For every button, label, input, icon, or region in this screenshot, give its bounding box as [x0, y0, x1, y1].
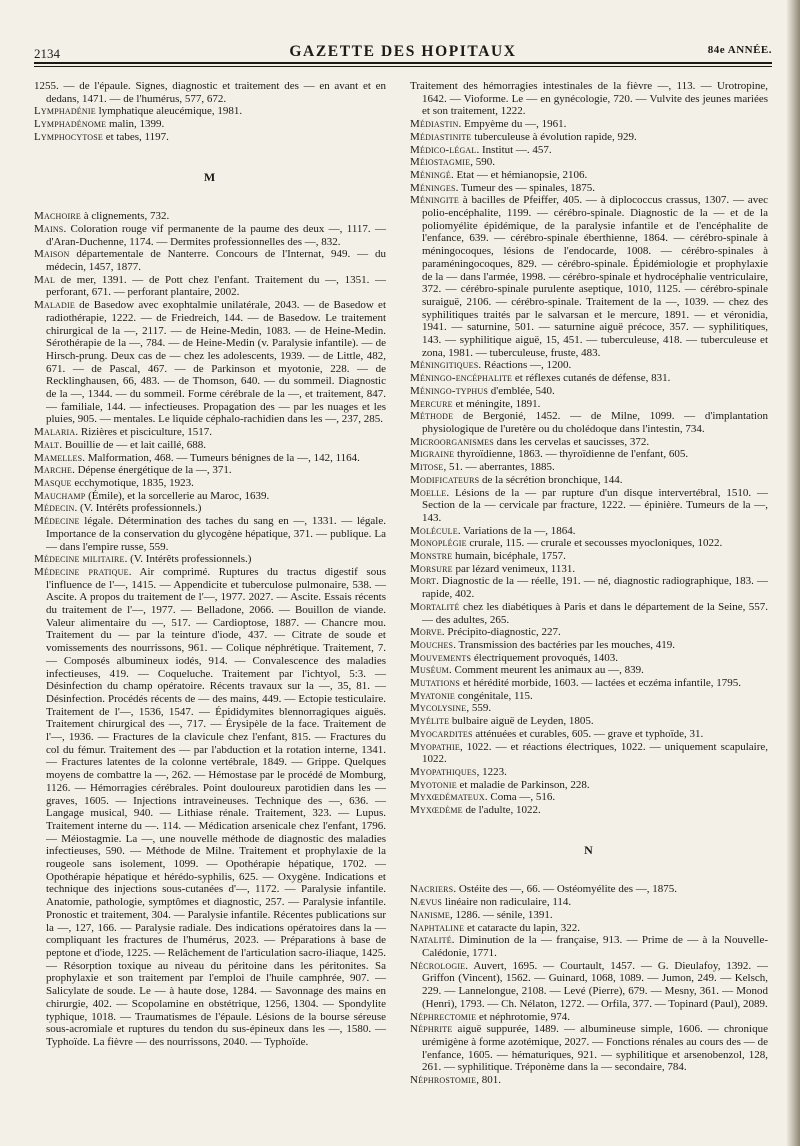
- entry-headword: Mortalité: [410, 600, 460, 613]
- entry-headword: Monoplégie: [410, 537, 467, 550]
- entry-text: . Bouillie de — et lait caillé, 688.: [59, 438, 207, 451]
- entry-text: malin, 1399.: [106, 118, 165, 131]
- entry-text: légale. Détermination des taches du sang en —, 1331. — légale. Importance de la conservation du glycogène hépatique, 371. — publique. La — dans l'empire russe, 559.: [46, 515, 386, 553]
- entry-text: atténuées et curables, 605. — grave et typhoïde, 31.: [472, 727, 704, 740]
- header-rule-thick: [34, 62, 772, 64]
- entry-text: , 559.: [466, 702, 492, 715]
- index-entry: [410, 410, 768, 435]
- entry-headword: Méiostagmie: [410, 156, 471, 169]
- entry-text: . Diagnostic de la — réelle, 191. — né, diagnostic radiographique, 183. — rapide, 402.: [422, 575, 768, 601]
- index-entry: [34, 118, 386, 131]
- index-entry: [410, 359, 768, 372]
- section-letter-heading: N: [584, 842, 594, 857]
- entry-text: chez les diabétiques à Paris et dans le département de la Seine, 557. — des adultes, 265.: [422, 600, 768, 626]
- index-entry: [34, 299, 386, 426]
- index-entry: [34, 80, 386, 105]
- entry-headword: Méningite: [410, 194, 459, 207]
- entry-headword: Marche: [34, 464, 73, 477]
- entry-text: . Précipito-diagnostic, 227.: [441, 626, 561, 639]
- index-entry: [410, 487, 768, 525]
- entry-headword: Médico-légal: [410, 143, 477, 156]
- index-entry: [410, 436, 768, 449]
- header-rule-thin: [34, 66, 772, 67]
- index-entry: [410, 728, 768, 741]
- entry-text: de Bergonié, 1452. — de Milne, 1099. — d'implantation physiologique de l'uretère ou du cholédoque dans l'intestin, 734.: [422, 410, 768, 435]
- index-entry: [410, 690, 768, 703]
- index-entry: [410, 804, 768, 817]
- index-entry: [410, 461, 768, 474]
- entry-headword: Myélite: [410, 715, 450, 728]
- entry-headword: Malaria: [34, 426, 76, 439]
- entry-text: dans les cervelas et saucisses, 372.: [493, 435, 650, 448]
- page-number: 2134: [34, 46, 60, 61]
- entry-headword: Moelle: [410, 486, 447, 499]
- entry-text: . Coloration rouge vif permanente de la paume des deux —, 1117. — d'Aran-Duchenne, 1174. — Dermites professionnelles des —, 832.: [46, 222, 386, 248]
- index-entry: [410, 525, 768, 538]
- entry-text: de mer, 1391. — de Pott chez l'enfant. Traitement du —, 1351. — perforant, 671. — perforant plantaire, 2002.: [46, 273, 386, 299]
- index-entry: [410, 664, 768, 677]
- entry-headword: Lymphadénie: [34, 105, 96, 118]
- entry-headword: Mycolysine: [410, 702, 467, 715]
- index-entry: [34, 223, 386, 248]
- entry-headword: Machoire: [34, 210, 81, 223]
- entry-text: . Empyème du —, 1961.: [458, 118, 567, 131]
- entry-text: , 1286. — sénile, 1391.: [450, 908, 553, 921]
- entry-text: de Basedow avec exophtalmie unilatérale, 2043. — de Basedow et radiothérapie, 1222. — de Friedreich, 144. — de Basedow. Le traitement chirurgical de la —, 2117. — de Heine-Medin, 1083. — de Heine-Medin. Sérothérapie de la —, 784. — de Heine-Medin (v. Paralysie infantile). — de Hirsch-prung. Deux cas de — chez les adolescents, 1939. — de Little, 482, 671. — de Pascal, 467. — de Parkinson et myotonie, 228. — de Recklinghausen, 66, 483. — de Thomson, 640. — du sommeil. Diagnostic de la —, 1344. — du sommeil. Forme cérébrale de la —, et traitement, 847. — familiale, 144. — infectieuses. Propagation des — par les nuages et les pluies, 905. — mentales. Le liquide céphalo-rachidien dans les —, 237, 285.: [46, 299, 386, 426]
- entry-text: . Tumeur des — spinales, 1875.: [455, 181, 595, 194]
- index-entry: [410, 677, 768, 690]
- running-header: [34, 40, 772, 60]
- index-entry: [410, 575, 768, 600]
- entry-text: . (V. Intérêts professionnels.): [74, 502, 202, 515]
- index-entry: [410, 896, 768, 909]
- section-spacer: [410, 870, 768, 883]
- index-entry: [34, 131, 386, 144]
- entry-headword: Myocardites: [410, 727, 473, 740]
- index-entry: [34, 426, 386, 439]
- entry-headword: Myopathie: [410, 740, 460, 753]
- index-entry: [410, 80, 768, 118]
- entry-headword: Modificateurs: [410, 473, 480, 486]
- entry-text: . Rizières et pisciculture, 1517.: [75, 426, 212, 439]
- entry-headword: Monstre: [410, 550, 453, 563]
- entry-headword: Mains: [34, 222, 64, 235]
- index-entry: [410, 398, 768, 411]
- index-entry: [34, 105, 386, 118]
- section-spacer: [410, 817, 768, 830]
- index-entry: [410, 702, 768, 715]
- entry-text: . Lésions de la — par rupture d'un disque intervertébral, 1510. — Section de la — cervicale par fracture, 1222. — épinière. Tumeurs de la —, 143.: [422, 486, 768, 524]
- entry-headword: Médiastin: [410, 118, 459, 131]
- entry-text: . Auvert, 1695. — Courtault, 1457. — G. Dieulafoy, 1392. — Griffon (Vincent), 1562. — Guinard, 1068, 1089. — Jumon, 249. — Kelsch, 229. — Lannelongue, 2108. — Levé (Pierre), 679. — Mesny, 361. — Monod (Henri), 1793. — Ch. Nélaton, 1272. — Orfila, 377. — Topinard (Paul), 2089.: [422, 959, 768, 1010]
- index-entry: [410, 118, 768, 131]
- entry-headword: Masque: [34, 476, 72, 489]
- index-entry: [34, 464, 386, 477]
- entry-headword: Myxœdémateux: [410, 791, 485, 804]
- entry-text: . Réactions —, 1200.: [478, 359, 572, 372]
- entry-text: et tabes, 1197.: [102, 130, 169, 143]
- entry-headword: Nanisme: [410, 908, 451, 921]
- entry-headword: Méninges: [410, 181, 456, 194]
- entry-headword: Mal: [34, 273, 56, 286]
- entry-headword: Méningitiques: [410, 359, 479, 372]
- entry-text: bulbaire aiguë de Leyden, 1805.: [449, 715, 594, 728]
- index-entry: [34, 502, 386, 515]
- entry-text: et néphrotomie, 974.: [476, 1010, 570, 1023]
- index-entry: [410, 922, 768, 935]
- entry-text: . Ostéite des —, 66. — Ostéomyélite des —, 1875.: [453, 883, 677, 896]
- entry-text: congénitale, 115.: [455, 689, 533, 702]
- index-entry: [410, 372, 768, 385]
- entry-headword: Natalité: [410, 934, 452, 947]
- index-entry: [410, 448, 768, 461]
- entry-headword: Nécrologie: [410, 959, 466, 972]
- index-entry: [410, 1011, 768, 1024]
- index-entry: [410, 626, 768, 639]
- entry-headword: Néphrectomie: [410, 1010, 477, 1023]
- entry-headword: Morsure: [410, 562, 453, 575]
- index-entry: [410, 766, 768, 779]
- entry-headword: Mitose: [410, 461, 444, 474]
- entry-headword: Médecin: [34, 502, 75, 515]
- entry-text: . Institut —. 457.: [476, 143, 552, 156]
- index-entry: [410, 537, 768, 550]
- index-entry: [410, 182, 768, 195]
- index-entry: [34, 452, 386, 465]
- entry-text: . Malformation, 468. — Tumeurs bénignes de la —, 142, 1164.: [82, 451, 360, 464]
- index-entry: [410, 652, 768, 665]
- index-entry: [410, 385, 768, 398]
- entry-headword: Méningé: [410, 168, 451, 181]
- entry-headword: Médiastinite: [410, 130, 472, 143]
- index-entry: [410, 156, 768, 169]
- entry-text: . Dépense énergétique de la —, 371.: [72, 464, 232, 477]
- entry-text: humain, bicéphale, 1757.: [452, 550, 566, 563]
- entry-text: Traitement des hémorragies intestinales de la fièvre —, 113. — Urotropine, 1642. — Vioforme. Le — en gynécologie, 720. — Vulvite des jeunes mariées et son traitement, 1222.: [410, 80, 768, 118]
- index-entry: [34, 515, 386, 553]
- index-entry: [34, 477, 386, 490]
- entry-text: . (V. Intérêts professionnels.): [124, 553, 252, 566]
- page-edge-shadow: [786, 0, 800, 1146]
- entry-headword: Myopathiques: [410, 765, 477, 778]
- entry-text: de l'adulte, 1022.: [462, 804, 541, 817]
- entry-headword: Néphrostomie: [410, 1074, 477, 1087]
- index-entry: [410, 194, 768, 359]
- index-entry: [410, 144, 768, 157]
- entry-text: thyroïdienne, 1863. — thyroïdienne de l'enfant, 605.: [454, 448, 689, 461]
- entry-text: et réflexes cutanés de défense, 831.: [512, 372, 671, 385]
- entry-headword: Molécule: [410, 524, 458, 537]
- index-entry: [34, 248, 386, 273]
- entry-headword: Migraine: [410, 448, 455, 461]
- index-entry: [410, 131, 768, 144]
- entry-text: par lézard venimeux, 1131.: [452, 562, 576, 575]
- index-entry: [410, 791, 768, 804]
- entry-headword: Mutations: [410, 677, 461, 690]
- entry-headword: Myatonie: [410, 689, 456, 702]
- entry-text: à clignements, 732.: [80, 210, 170, 223]
- entry-text: . Variations de la —, 1864.: [457, 524, 576, 537]
- index-entry: [410, 563, 768, 576]
- entry-headword: Méningo-typhus: [410, 384, 489, 397]
- index-entry: [34, 490, 386, 503]
- entry-headword: Méningo-encéphalite: [410, 372, 513, 385]
- entry-text: (Émile), et la sorcellerie au Maroc, 1639.: [85, 489, 270, 502]
- entry-text: tuberculeuse à évolution rapide, 929.: [471, 130, 637, 143]
- entry-text: et méningite, 1891.: [452, 397, 541, 410]
- index-entry: [410, 934, 768, 959]
- index-entry: [410, 169, 768, 182]
- entry-headword: Mouches: [410, 638, 454, 651]
- index-entry: [410, 550, 768, 563]
- entry-headword: Médecine pratique: [34, 565, 129, 578]
- section-letter-heading: M: [203, 169, 217, 184]
- index-entry: [410, 601, 768, 626]
- index-entry: [34, 439, 386, 452]
- index-entry: [34, 274, 386, 299]
- entry-text: départementale de Nanterre. Concours de l'Internat, 949. — du médecin, 1457, 1877.: [46, 248, 386, 274]
- journal-title: GAZETTE DES HOPITAUX: [289, 43, 517, 60]
- index-entry: [410, 1023, 768, 1074]
- entry-text: crurale, 115. — crurale et secousses myocloniques, 1022.: [466, 537, 723, 550]
- entry-text: de la sécrétion bronchique, 144.: [479, 473, 623, 486]
- entry-headword: Myotonie: [410, 778, 457, 791]
- entry-headword: Malt: [34, 438, 60, 451]
- entry-text: et hérédité morbide, 1603. — lactées et eczéma infantile, 1795.: [460, 677, 742, 690]
- right-column: [410, 80, 768, 1087]
- entry-text: à bacilles de Pfeiffer, 405. — à diplococcus crassus, 1307. — avec polio-encéphalite, 1199. — cérébro-spinale. Diagnostic de la — et de la poliomyélite épidémique, de la paralysie infantile et de l'encéphalite de l'enfance, 639. — cérébro-spinale éberthienne, 1864. — cérébro-spinale à méningocoques, lésions de l'endocarde, 1008. — cérébro-spinales à paraméningocoques, 829. — cérébro-spinale. Épidémiologie et prophylaxie de la — dans l'armée, 1998. — cérébro-spinale et hydrocéphalie ventriculaire, 372. — cérébro-spinale purulente aseptique, 1010, 1125. — cérébro-spinale suraiguë, 2106. — cérébro-spinale. Traitement de la —, 1039. — chez des syphilitiques traités par le salvarsan et le mercure, 1891. — et véronidia, 1941. — saturnine, 501. — saturnine aiguë précoce, 357. — syphilitiques, 143. — syphilitique aiguë, 15, 451. — tuberculeuse, 418. — tuberculeuse et zona, 1981. — tuberculeuse, fruste, 483.: [422, 194, 768, 359]
- index-entry: [410, 1074, 768, 1087]
- section-spacer: [34, 197, 386, 210]
- index-entry: [410, 909, 768, 922]
- entry-headword: Mamelles: [34, 451, 83, 464]
- index-entry: [410, 883, 768, 896]
- entry-text: et cataracte du lapin, 322.: [464, 921, 580, 934]
- entry-headword: Lymphocytose: [34, 130, 103, 143]
- entry-headword: Mercure: [410, 397, 453, 410]
- index-entry: [410, 715, 768, 728]
- entry-text: , 1223.: [476, 765, 507, 778]
- entry-headword: Naphtaline: [410, 921, 465, 934]
- entry-text: 1255. — de l'épaule. Signes, diagnostic et traitement des — en avant et en dedans, 1471. — de l'humérus, 577, 672.: [34, 80, 386, 105]
- entry-text: et maladie de Parkinson, 228.: [456, 778, 590, 791]
- entry-text: , 801.: [476, 1074, 501, 1087]
- entry-text: linéaire non radiculaire, 114.: [442, 896, 572, 909]
- entry-text: , 1022. — et réactions électriques, 1022. — uniquement scapulaire, 1022.: [422, 740, 768, 766]
- entry-text: lymphatique aleucémique, 1981.: [95, 105, 243, 118]
- index-entry: [410, 779, 768, 792]
- entry-headword: Nævus: [410, 896, 443, 909]
- entry-headword: Mort: [410, 575, 437, 588]
- entry-headword: Muséum: [410, 664, 449, 677]
- entry-text: ecchymotique, 1835, 1923.: [71, 476, 194, 489]
- entry-headword: Myxœdème: [410, 804, 463, 817]
- entry-text: d'emblée, 540.: [488, 384, 555, 397]
- entry-text: . Coma —, 516.: [484, 791, 556, 804]
- entry-text: , 590.: [470, 156, 495, 169]
- index-entry: [410, 960, 768, 1011]
- index-entry: [34, 210, 386, 223]
- entry-headword: Microorganismes: [410, 435, 494, 448]
- entry-text: aiguë suppurée, 1489. — albumineuse simple, 1606. — chronique urémigène à forme azotémique, 2027. — Fonctions rénales au cours des — de l'enfance, 1605. — hématuriques, 921. — syphilitique et arsenobenzol, 128, 261. — syphilitique. Tréponème dans la — secondaire, 784.: [422, 1023, 768, 1074]
- entry-headword: Nacriers: [410, 883, 454, 896]
- entry-headword: Lymphadénome: [34, 118, 107, 131]
- entry-headword: Mouvements: [410, 651, 472, 664]
- entry-text: . Diminution de la — française, 913. — Prime de — à la Nouvelle-Calédonie, 1771.: [422, 934, 768, 959]
- entry-headword: Mauchamp: [34, 489, 86, 502]
- entry-headword: Néphrite: [410, 1023, 453, 1036]
- entry-headword: Médecine militaire: [34, 553, 125, 566]
- section-spacer: [34, 144, 386, 157]
- entry-text: . Comment meurent les animaux au —, 839.: [449, 664, 644, 677]
- left-column: [34, 80, 386, 1049]
- entry-text: . Etat — et hémianopsie, 2106.: [450, 168, 588, 181]
- index-entry: [410, 741, 768, 766]
- entry-text: électriquement provoqués, 1403.: [471, 651, 619, 664]
- index-entry: [34, 566, 386, 1049]
- entry-text: . Air comprimé. Ruptures du tractus digestif sous l'influence de l'—, 1415. — Appendicite et tuberculose pulmonaire, 538. — Ascite. A propos du traitement de l'—, 1977. 2027. — Ascite. Essais récents du traitement de l'—, 1977. — Belladone, 2066. — Bouillon de viande. Valeur alimentaire du —, 517. — Cardioptose, 1887. — Chancre mou. Traitement du — par la teinture d'iode, 437. — Citrate de soude et vomissements des nourrissons, 961. — Colique néphrétique. Traitement, 7. — Composés albumineux iodés, 914. — Convalescence des maladies infectieuses, 419. — Coqueluche. Traitement par l'ichtyol, 5:3. — Désinfection du champ opératoire. Récents travaux sur la —, 35, 81. — Désinfection. Procédés récents de — des mains, 449. — Ectopie testiculaire. Traitement de l'—, 1536, 1547. — Épididymites blennorragiques aiguës. Traitement chirurgical des —, 717. — Érysipèle de la face. Traitement de l'—, 1936. — Fractures de la clavicule chez l'enfant, 815. — Fractures du col du fémur. Traitement des — par l'abduction et la rotation interne, 1341. — Fractures latentes de la colonne vertébrale, 1849. — Grippe. Quelques moyens de combattre la —, 262. — Hémostase par le procédé de Momburg, 1126. — Hémorragies cérébrales. Point douloureux parotidien dans les — graves, 1605. — Injections intraveineuses. Technique des —, 636. — Langage musical, 940. — Lithiase rénale. Traitement, 323. — Lupus. Traitement interne du —. 114. — Médication arsenicale chez l'enfant, 1796. — Méiostagmie. La —, une nouvelle méthode de diagnostic des maladies infectieuses, 590. — Méthode de Milne. Traitement et prophylaxie de la rougeole sans isolement, 1099. — Opothérapie hépatique, 1702. — Opothérapie hépatique et hérédo-syphilis, 625. — Oxygène. Indications et technique des injections sous-cutanées d'—, 1172. — Paralysie infantile. Anatomie, pathologie, symptômes et diagnostic, 257. — Paralysie infantile. Pronostic et traitement, 304. — Paralysie infantile. Récentes publications sur la —, 127, 166. — Paralysie radiale. Des indications opératoires dans la — compliquant les fractures de l'humérus, 2023. — Préparations à base de peptone et d'iode, 1225. — Relâchement de l'articulation sacro-iliaque, 1425. — Résorption toxique au niveau du péritoine dans les péritonites. Sa prophylaxie et son traitement par l'emploi de l'huile camphrée, 907. — Salicylate de soude. Le — à haute dose, 1284. — Savonnage des mains en chirurgie, 402. — Scopolamine en obstétrique, 1256, 1304. — Spondylite typhique, 1018. — Traumatismes de l'épaule. Lésions de la bourse séreuse sous-acromiale et ruptures du tendon du sus-épineux dans les —, 1580. — Typhoïde. La fièvre — des nourrissons, 2040. — Typhoïde.: [46, 565, 386, 1048]
- index-entry: [410, 639, 768, 652]
- entry-headword: Maladie: [34, 299, 75, 312]
- entry-headword: Méthode: [410, 410, 454, 423]
- entry-headword: Médecine: [34, 515, 80, 528]
- entry-text: . Transmission des bactéries par les mouches, 419.: [453, 638, 675, 651]
- entry-headword: Maison: [34, 248, 70, 261]
- index-entry: [410, 474, 768, 487]
- index-entry: [34, 553, 386, 566]
- year-label: 84e ANNÉE.: [707, 44, 772, 56]
- entry-headword: Morve: [410, 626, 442, 639]
- entry-text: , 51. — aberrantes, 1885.: [443, 461, 555, 474]
